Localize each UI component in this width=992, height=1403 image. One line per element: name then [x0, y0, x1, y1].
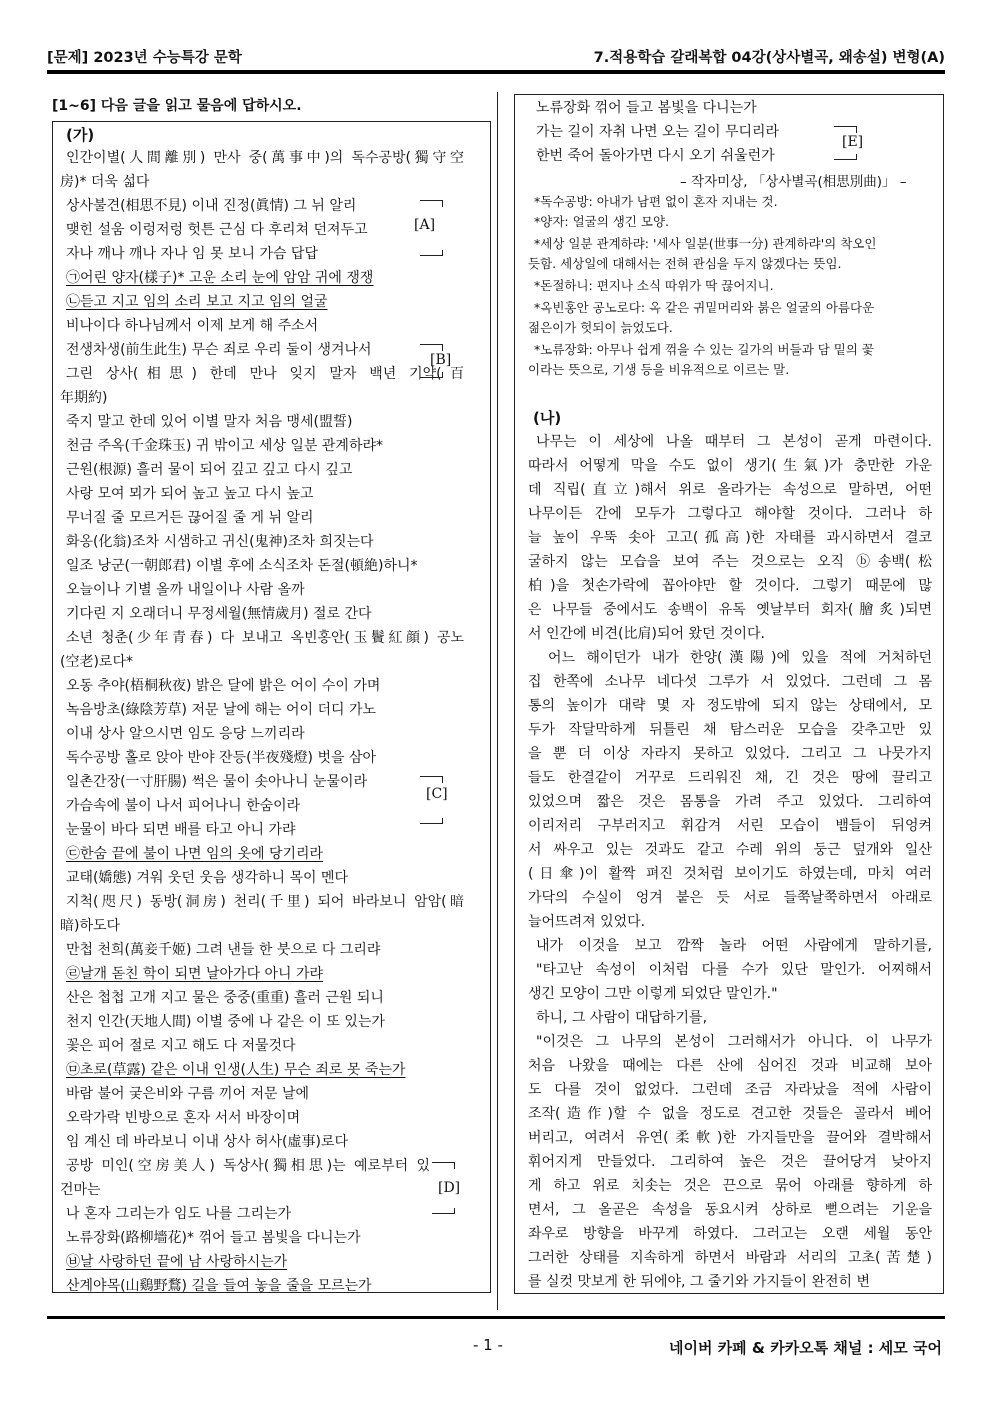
prose-line: 서 인간에 비견(比肩)되어 왔던 것이다. [528, 626, 765, 642]
section-na: (나) [533, 409, 562, 427]
poem-line: 비나이다 하나님께서 이제 보게 해 주소서 [66, 318, 319, 334]
poem-line: 노류장화 꺾어 들고 봄빛을 다니는가 [536, 100, 757, 116]
page-header [47, 42, 945, 70]
bracket-e [834, 126, 864, 160]
bracket-c [420, 776, 448, 824]
prose-line: 도 다를 것이 없었다. 그런데 조금 자라났을 적에 사람이 [528, 1082, 932, 1098]
footnote: *독수공방: 아내가 남편 없이 혼자 지내는 것. [534, 194, 778, 209]
footer-rule [47, 1316, 945, 1319]
prose-line: 늘 높이 우뚝 솟아 고고(孤高)한 자태를 과시하면서 결코 [528, 530, 932, 546]
poem-line: 근원(根源) 흘러 물이 되어 깊고 깊고 다시 깊고 [66, 462, 353, 478]
footnote: *세상 일분 관계하랴: '세사 일분(世事一分) 관계하랴'의 착오인 [534, 236, 877, 251]
prose-line: 柏)을 첫손가락에 꼽아야만 할 것이다. 그렇기 때문에 많 [528, 578, 932, 594]
prose-line: 처음 나왔을 때에는 다른 산에 심어진 것과 비교해 보아 [528, 1058, 932, 1074]
poem-line: 독수공방 홀로 앉아 반야 잔등(半夜殘燈) 벗을 삼아 [66, 750, 377, 766]
prose-line: 휘어지게 만들었다. 그리하여 높은 것은 끌어당겨 낮아지 [528, 1154, 932, 1170]
poem-line: 천지 인간(天地人間) 이별 중에 나 같은 이 또 있는가 [66, 1014, 385, 1030]
poem-line: 暗)하도다 [60, 918, 121, 934]
poem-line: 상사불견(相思不見) 이내 진정(眞情) 그 뉘 알리 [66, 198, 357, 214]
prose-line: 들도 한결같이 거꾸로 드리워진 채, 긴 것은 땅에 끌리고 [528, 770, 932, 786]
poem-line: (空老)로다* [60, 654, 133, 670]
poem-line: 이내 상사 알으시면 임도 응당 느끼리라 [66, 726, 305, 742]
poem-line: 꽃은 피어 절로 지고 해도 다 저물것다 [66, 1038, 296, 1054]
prose-line: 어느 해이던가 내가 한양(漢陽)에 있을 적에 거처하던 [548, 650, 932, 666]
prose-line: (日傘)이 활짝 펴진 것처럼 보이기도 하였는데, 마치 여러 [528, 866, 932, 882]
poem-line: 지척(咫尺) 동방(洞房) 천리(千里) 되어 바라보니 암암(暗 [66, 894, 464, 910]
footnote: *노류장화: 아무나 쉽게 꺾을 수 있는 길가의 버들과 담 밑의 꽃 [534, 342, 874, 357]
footnote: *옥빈홍안 공노로다: 옥 같은 귀밑머리와 붉은 얼굴의 아름다운 [534, 300, 875, 315]
poem-line: ㉣날개 돋친 학이 되면 날아가다 아니 가랴 [66, 966, 324, 982]
page-number: - 1 - [473, 1336, 503, 1354]
prose-line: 버리고, 여려서 유연(柔軟)한 가지들만을 끌어와 결박해서 [528, 1130, 932, 1146]
poem-line: 화옹(化翁)조차 시샘하고 귀신(鬼神)조차 희짓는다 [66, 534, 374, 550]
footnote: *양자: 얼굴의 생긴 모양. [534, 214, 670, 229]
poem-line: 천금 주옥(千金珠玉) 귀 밖이고 세상 일분 관계하랴* [66, 438, 384, 454]
header-rule [47, 70, 945, 74]
poem-line: 맺힌 설움 이렁저렁 헛튼 근심 다 후리쳐 던져두고 [66, 222, 368, 238]
poem-line: 건마는 [60, 1182, 101, 1198]
prose-line: 그러한 상태를 지속하게 하면서 바람과 서리의 고초(苦楚) [528, 1250, 932, 1266]
poem-line: 가슴속에 불이 나서 피어나니 한숨이라 [66, 798, 301, 814]
bracket-b [420, 344, 452, 378]
poem-line: ㉥날 사랑하던 끝에 남 사랑하시는가 [66, 1254, 288, 1270]
poem-line: ㉠어린 양자(樣子)* 고운 소리 눈에 암암 귀에 쟁쟁 [66, 270, 374, 286]
prose-line: 가닥의 수실이 엉겨 붙은 듯 서로 들쭉날쭉하면서 아래로 [528, 890, 932, 906]
poem-line: 房)* 더욱 섧다 [60, 174, 150, 190]
prose-line: "타고난 속성이 이처럼 다를 수가 있단 말인가. 어찌해서 [536, 962, 932, 978]
poem-line: 죽지 말고 한데 있어 이별 말자 처음 맹세(盟誓) [66, 414, 353, 430]
prose-line: 두가 작달막하게 뒤틀린 채 탐스러운 모습을 갖추고만 있 [528, 722, 932, 738]
footnote: 이라는 뜻으로, 기생 등을 비유적으로 이르는 말. [528, 362, 790, 377]
poem-line: 오늘이나 기별 올까 내일이나 사람 올까 [66, 582, 305, 598]
column-divider [497, 92, 498, 1310]
prose-line: 생긴 모양이 그만 이렇게 되었단 말인가." [528, 986, 778, 1002]
poem-line: 만첩 천희(萬妾千姬) 그려 낸들 한 붓으로 다 그리랴 [66, 942, 381, 958]
bracket-e-label: [E] [842, 134, 864, 150]
poem-line: ㉡듣고 지고 임의 소리 보고 지고 임의 얼굴 [66, 294, 328, 310]
prose-line: 하니, 그 사람이 대답하기를, [536, 1010, 708, 1026]
poem-line: 녹음방초(綠陰芳草) 저문 날에 해는 어이 더디 가노 [66, 702, 377, 718]
prose-line: 이리저리 구부러지고 휘감겨 서린 모습이 뱀들이 뒤엉켜 [528, 818, 932, 834]
footnote: 젊은이가 헛되이 늙었도다. [528, 320, 673, 335]
prose-line: 조작(造作)할 수 없을 정도로 견고한 것들은 골라서 베어 [528, 1106, 932, 1122]
poem-line: 年期約) [60, 390, 108, 406]
poem-line: 가는 길이 자취 나면 오는 길이 무디리라 [536, 124, 780, 140]
poem-line: 그린 상사(相思) 한데 만나 잊지 말자 백년 기약(百 [66, 366, 464, 382]
poem-line: ㉤초로(草露) 같은 이내 인생(人生) 무슨 죄로 못 죽는가 [66, 1062, 406, 1078]
prose-line: 굴하지 않는 모습을 보여 주는 것으로는 오직 ⓑ송백(松 [528, 554, 932, 570]
poem-line: 교태(嬌態) 겨워 웃던 웃음 생각하니 목이 멘다 [66, 870, 349, 886]
poem-line: 오락가락 빈방으로 혼자 서서 바장이며 [66, 1110, 301, 1126]
prose-line: 게 하고 위로 치솟는 것은 끈으로 묶어 아래를 향하게 하 [528, 1178, 932, 1194]
prose-line: 나무는 이 세상에 나올 때부터 그 본성이 곧게 마련이다. [536, 434, 932, 450]
section-ga: (가) [66, 126, 95, 144]
bracket-a-label: [A] [414, 217, 436, 233]
bracket-c-label: [C] [426, 786, 448, 802]
prose-line: 데 직립(直立)해서 위로 올라가는 속성으로 말하면, 어떤 [528, 482, 932, 498]
bracket-a [414, 200, 444, 256]
footnote: 듯함. 세상일에 대해서는 전혀 관심을 두지 않겠다는 뜻임. [528, 256, 842, 271]
prose-line: 통의 높이가 대략 몇 자 정도밖에 되지 않는 상태에서, 모 [528, 698, 932, 714]
poem-line: 사랑 모여 뫼가 되어 높고 높고 다시 높고 [66, 486, 314, 502]
poem-line: 무너질 줄 모르거든 끊어질 줄 게 뉘 알리 [66, 510, 314, 526]
poem-line: 산계야목(山鷄野鶩) 길을 들여 놓을 줄을 모르는가 [66, 1278, 372, 1294]
question-head: [1~6] 다음 글을 읽고 물음에 답하시오. [52, 98, 302, 114]
prose-line: 따라서 어떻게 막을 수도 없이 생기(生氣)가 충만한 가운 [528, 458, 932, 474]
poem-line: 일조 낭군(一朝郎君) 이별 후에 소식조차 돈절(頓絶)하니* [66, 558, 418, 574]
prose-line: 나무이든 간에 모두가 그렇다고 해야할 것이다. 그러나 하 [528, 506, 932, 522]
prose-line: 집 한쪽에 소나무 네다섯 그루가 서 있었다. 그런데 그 몸 [528, 674, 932, 690]
poem-line: 기다린 지 오래더니 무정세월(無情歲月) 절로 간다 [66, 606, 372, 622]
prose-line: 면서, 그 올곧은 속성을 동요시켜 상하로 뻗으려는 기운을 [528, 1202, 932, 1218]
prose-line: 내가 이것을 보고 깜짝 놀라 어떤 사람에게 말하기를, [536, 938, 932, 954]
prose-line: "이것은 그 나무의 본성이 그러해서가 아니다. 이 나무가 [536, 1034, 932, 1050]
prose-line: 를 실컷 맛보게 한 뒤에야, 그 줄기와 가지들이 완전히 변 [528, 1274, 871, 1290]
bracket-b-label: [B] [430, 352, 452, 368]
prose-line: 있었으며 짧은 것은 몸통을 가려 주고 있었다. 그리하여 [528, 794, 932, 810]
source-credit: – 작자미상, 「상사별곡(相思別曲)」 – [680, 174, 907, 190]
poem-line: ㉢한숨 끝에 불이 나면 임의 옷에 당기리라 [66, 846, 324, 862]
prose-line: 늘어뜨려져 있었다. [528, 914, 646, 930]
bracket-d-label: [D] [438, 1180, 461, 1196]
poem-line: 눈물이 바다 되면 배를 타고 아니 가랴 [66, 822, 296, 838]
prose-line: 서 싸우고 있는 것과도 같고 수레 위의 둥근 덮개와 일산 [528, 842, 932, 858]
prose-line: 을 뿐 더 이상 자라지 못하고 있었다. 그리고 그 나뭇가지 [528, 746, 932, 762]
bracket-d [432, 1162, 461, 1214]
poem-line: 바람 불어 궂은비와 구름 끼어 저문 날에 [66, 1086, 310, 1102]
poem-line: 임 계신 데 바라보니 이내 상사 허사(虛事)로다 [66, 1134, 349, 1150]
poem-line: 인간이별(人間離別) 만사 중(萬事中)의 독수공방(獨守空 [66, 150, 464, 166]
header-left: [문제] 2023년 수능특강 문학 [47, 50, 242, 66]
header-right: 7.적용학습 갈래복합 04강(상사별곡, 왜송설) 변형(A) [593, 50, 945, 66]
poem-line: 전생차생(前生此生) 무슨 죄로 우리 둘이 생겨나서 [66, 342, 372, 358]
footnote: *돈절하니: 편지나 소식 따위가 딱 끊어지니. [534, 278, 774, 293]
poem-line: 공방 미인(空房美人) 독상사(獨相思)는 예로부터 있 [66, 1158, 430, 1174]
poem-line: 일촌간장(一寸肝腸) 썩은 물이 솟아나니 눈물이라 [66, 774, 368, 790]
footer-credit: 네이버 카페 & 카카오톡 채널 : 세모 국어 [669, 1339, 942, 1357]
poem-line: 노류장화(路柳墻花)* 꺾어 들고 봄빛을 다니는가 [66, 1230, 361, 1246]
poem-line: 한번 죽어 돌아가면 다시 오기 쉬울런가 [536, 148, 775, 164]
poem-line: 산은 첩첩 고개 지고 물은 중중(重重) 흘러 근원 되니 [66, 990, 384, 1006]
poem-line: 나 혼자 그리는가 임도 나를 그리는가 [66, 1206, 292, 1222]
poem-line: 오동 추야(梧桐秋夜) 밝은 달에 밝은 어이 수이 가며 [66, 678, 381, 694]
prose-line: 은 나무들 중에서도 송백이 유독 옛날부터 회자(膾炙)되면 [528, 602, 932, 618]
prose-line: 좌우로 방향을 바꾸게 하였다. 그러고는 오랜 세월 동안 [528, 1226, 932, 1242]
poem-line: 소년 청춘(少年青春) 다 보내고 옥빈홍안(玉鬢紅顔) 공노 [66, 630, 464, 646]
poem-line: 자나 깨나 깨나 자나 임 못 보니 가슴 답답 [66, 246, 318, 262]
